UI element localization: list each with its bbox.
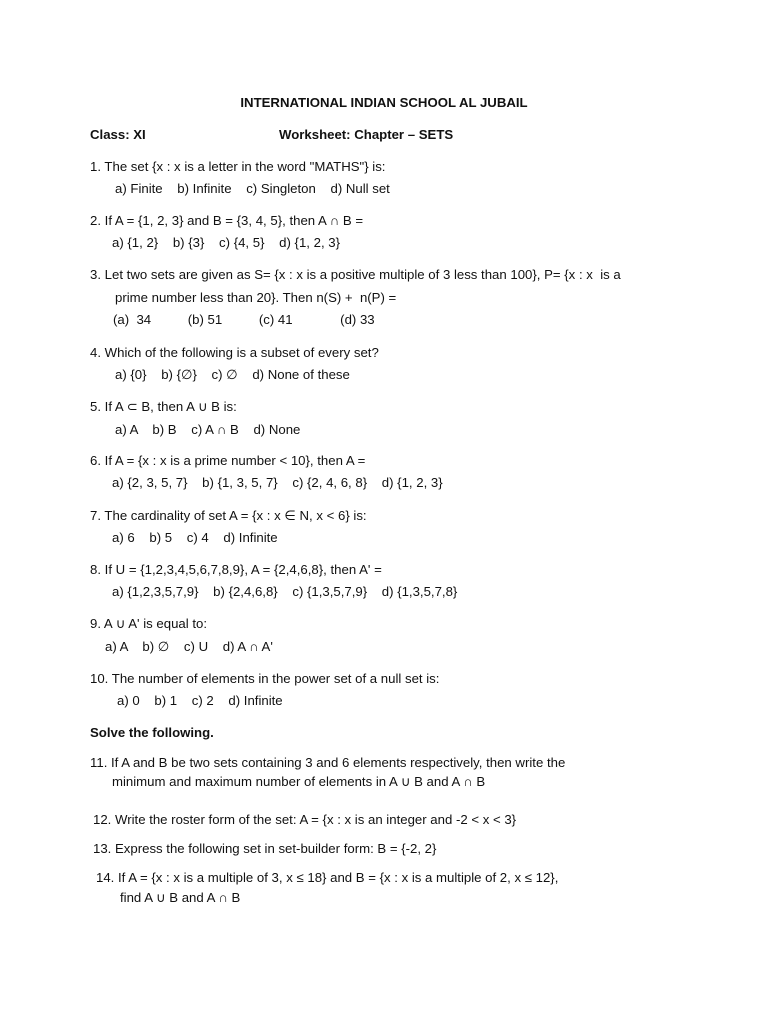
question-6: 6. If A = {x : x is a prime number < 10}, then A = bbox=[90, 453, 366, 468]
section-heading: Solve the following. bbox=[90, 725, 214, 740]
question-11: 11. If A and B be two sets containing 3 and 6 elements respectively, then write the bbox=[90, 755, 566, 770]
class-label: Class: XI bbox=[90, 127, 146, 142]
question-1: 1. The set {x : x is a letter in the word "MATHS"} is: bbox=[90, 159, 386, 174]
question-7-options: a) 6 b) 5 c) 4 d) Infinite bbox=[112, 530, 278, 545]
worksheet-label: Worksheet: Chapter – SETS bbox=[279, 127, 454, 142]
question-14: 14. If A = {x : x is a multiple of 3, x ≤ 18} and B = {x : x is a multiple of 2, x ≤ 12}, bbox=[96, 870, 559, 885]
question-8-options: a) {1,2,3,5,7,9} b) {2,4,6,8} c) {1,3,5,7,9} d) {1,3,5,7,8} bbox=[112, 584, 458, 599]
question-3: 3. Let two sets are given as S= {x : x is a positive multiple of 3 less than 100}, P= {x : x is a bbox=[90, 267, 621, 282]
question-11-continued: minimum and maximum number of elements in A ∪ B and A ∩ B bbox=[112, 774, 486, 789]
question-3-options: (a) 34 (b) 51 (c) 41 (d) 33 bbox=[113, 312, 375, 327]
question-3-continued: prime number less than 20}. Then n(S) + n(P) = bbox=[115, 290, 397, 305]
question-7: 7. The cardinality of set A = {x : x ∈ N, x < 6} is: bbox=[90, 508, 367, 523]
question-4-options: a) {0} b) {∅} c) ∅ d) None of these bbox=[115, 367, 350, 382]
question-14-continued: find A ∪ B and A ∩ B bbox=[120, 890, 241, 905]
question-9-options: a) A b) ∅ c) U d) A ∩ A' bbox=[105, 639, 273, 654]
question-9: 9. A ∪ A' is equal to: bbox=[90, 616, 208, 631]
question-4: 4. Which of the following is a subset of every set? bbox=[90, 345, 379, 360]
question-5: 5. If A ⊂ B, then A ∪ B is: bbox=[90, 399, 237, 414]
question-6-options: a) {2, 3, 5, 7} b) {1, 3, 5, 7} c) {2, 4, 6, 8} d) {1, 2, 3} bbox=[112, 475, 443, 490]
question-2-options: a) {1, 2} b) {3} c) {4, 5} d) {1, 2, 3} bbox=[112, 235, 341, 250]
question-12: 12. Write the roster form of the set: A = {x : x is an integer and -2 < x < 3} bbox=[93, 812, 517, 827]
school-title: INTERNATIONAL INDIAN SCHOOL AL JUBAIL bbox=[240, 95, 528, 110]
question-2: 2. If A = {1, 2, 3} and B = {3, 4, 5}, then A ∩ B = bbox=[90, 213, 364, 228]
question-10: 10. The number of elements in the power set of a null set is: bbox=[90, 671, 440, 686]
question-1-options: a) Finite b) Infinite c) Singleton d) Null set bbox=[115, 181, 390, 196]
question-10-options: a) 0 b) 1 c) 2 d) Infinite bbox=[117, 693, 283, 708]
question-5-options: a) A b) B c) A ∩ B d) None bbox=[115, 422, 301, 437]
question-8: 8. If U = {1,2,3,4,5,6,7,8,9}, A = {2,4,6,8}, then A' = bbox=[90, 562, 382, 577]
question-13: 13. Express the following set in set-builder form: B = {-2, 2} bbox=[93, 841, 437, 856]
